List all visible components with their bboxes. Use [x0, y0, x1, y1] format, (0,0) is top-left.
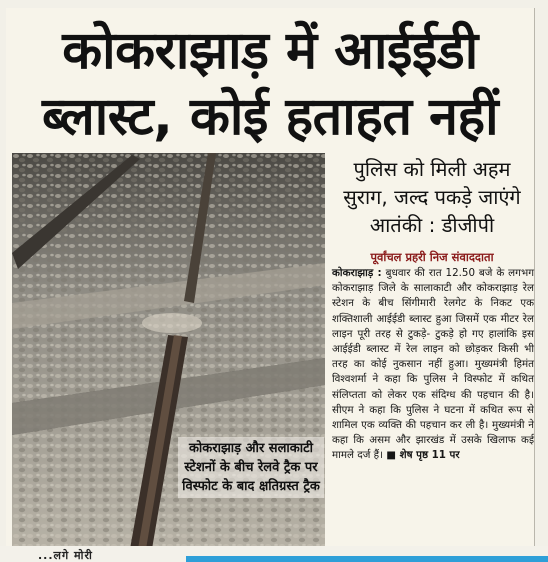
- accent-bar: [186, 556, 548, 562]
- subheadline: पुलिस को मिली अहम सुराग, जल्द पकड़े जाएंगे आतंकी : डीजीपी: [343, 157, 521, 237]
- dateline: कोकराझाड़ :: [332, 267, 382, 279]
- headline-line-2: ब्लास्ट, कोई हताहत नहीं: [41, 87, 499, 147]
- photo-caption: कोकराझाड़ और सलाकाटी स्टेशनों के बीच रेलवे ट्रैक पर विस्फोट के बाद क्षतिग्रस्त ट्रैक: [178, 437, 324, 498]
- newspaper-clipping: [6, 8, 535, 547]
- continued-note: ■ शेष पृष्ठ 11 पर: [386, 449, 460, 462]
- track-photo: [12, 153, 325, 549]
- article-text: बुधवार की रात 12.50 बजे के लगभग कोकराझाड़ जिले के सालाकाटी और कोकराझाड़ रेल स्टेशन के बीच सिंगीमारी रेलगेट के निकट एक शक्तिशाली आईईडी ब्लास्ट हुआ जिसमें एक मीटर रेल लाइन पूरी तरह से टुकड़े- टुकड़े हो गए हालांकि इस आईईडी ब्लास्ट में रेल लाइन को छोड़कर किसी भी तरह का कोई नुकसान नहीं हुआ। मुख्यमंत्री हिमंत विश्वशर्मा ने कहा कि पुलिस ने विस्फोट में कथित संलिप्तता को लेकर एक संदिग्ध की पहचान की है। सीएम ने कहा कि पुलिस ने घटना में कथित रूप से शामिल एक व्यक्ति की पहचान कर ली है। मुख्यमंत्री ने कहा कि असम और झारखंड में उसके खिलाफ कई मामले दर्ज हैं।: [332, 267, 534, 462]
- headline: [6, 18, 534, 150]
- article-body: [332, 266, 534, 464]
- byline: पूर्वांचल प्रहरी निज संवाददाता: [370, 250, 494, 264]
- next-article-fragment: ...लगे मोरी: [38, 549, 93, 562]
- headline-line-1: कोकराझाड़ में आईईडी: [62, 21, 478, 81]
